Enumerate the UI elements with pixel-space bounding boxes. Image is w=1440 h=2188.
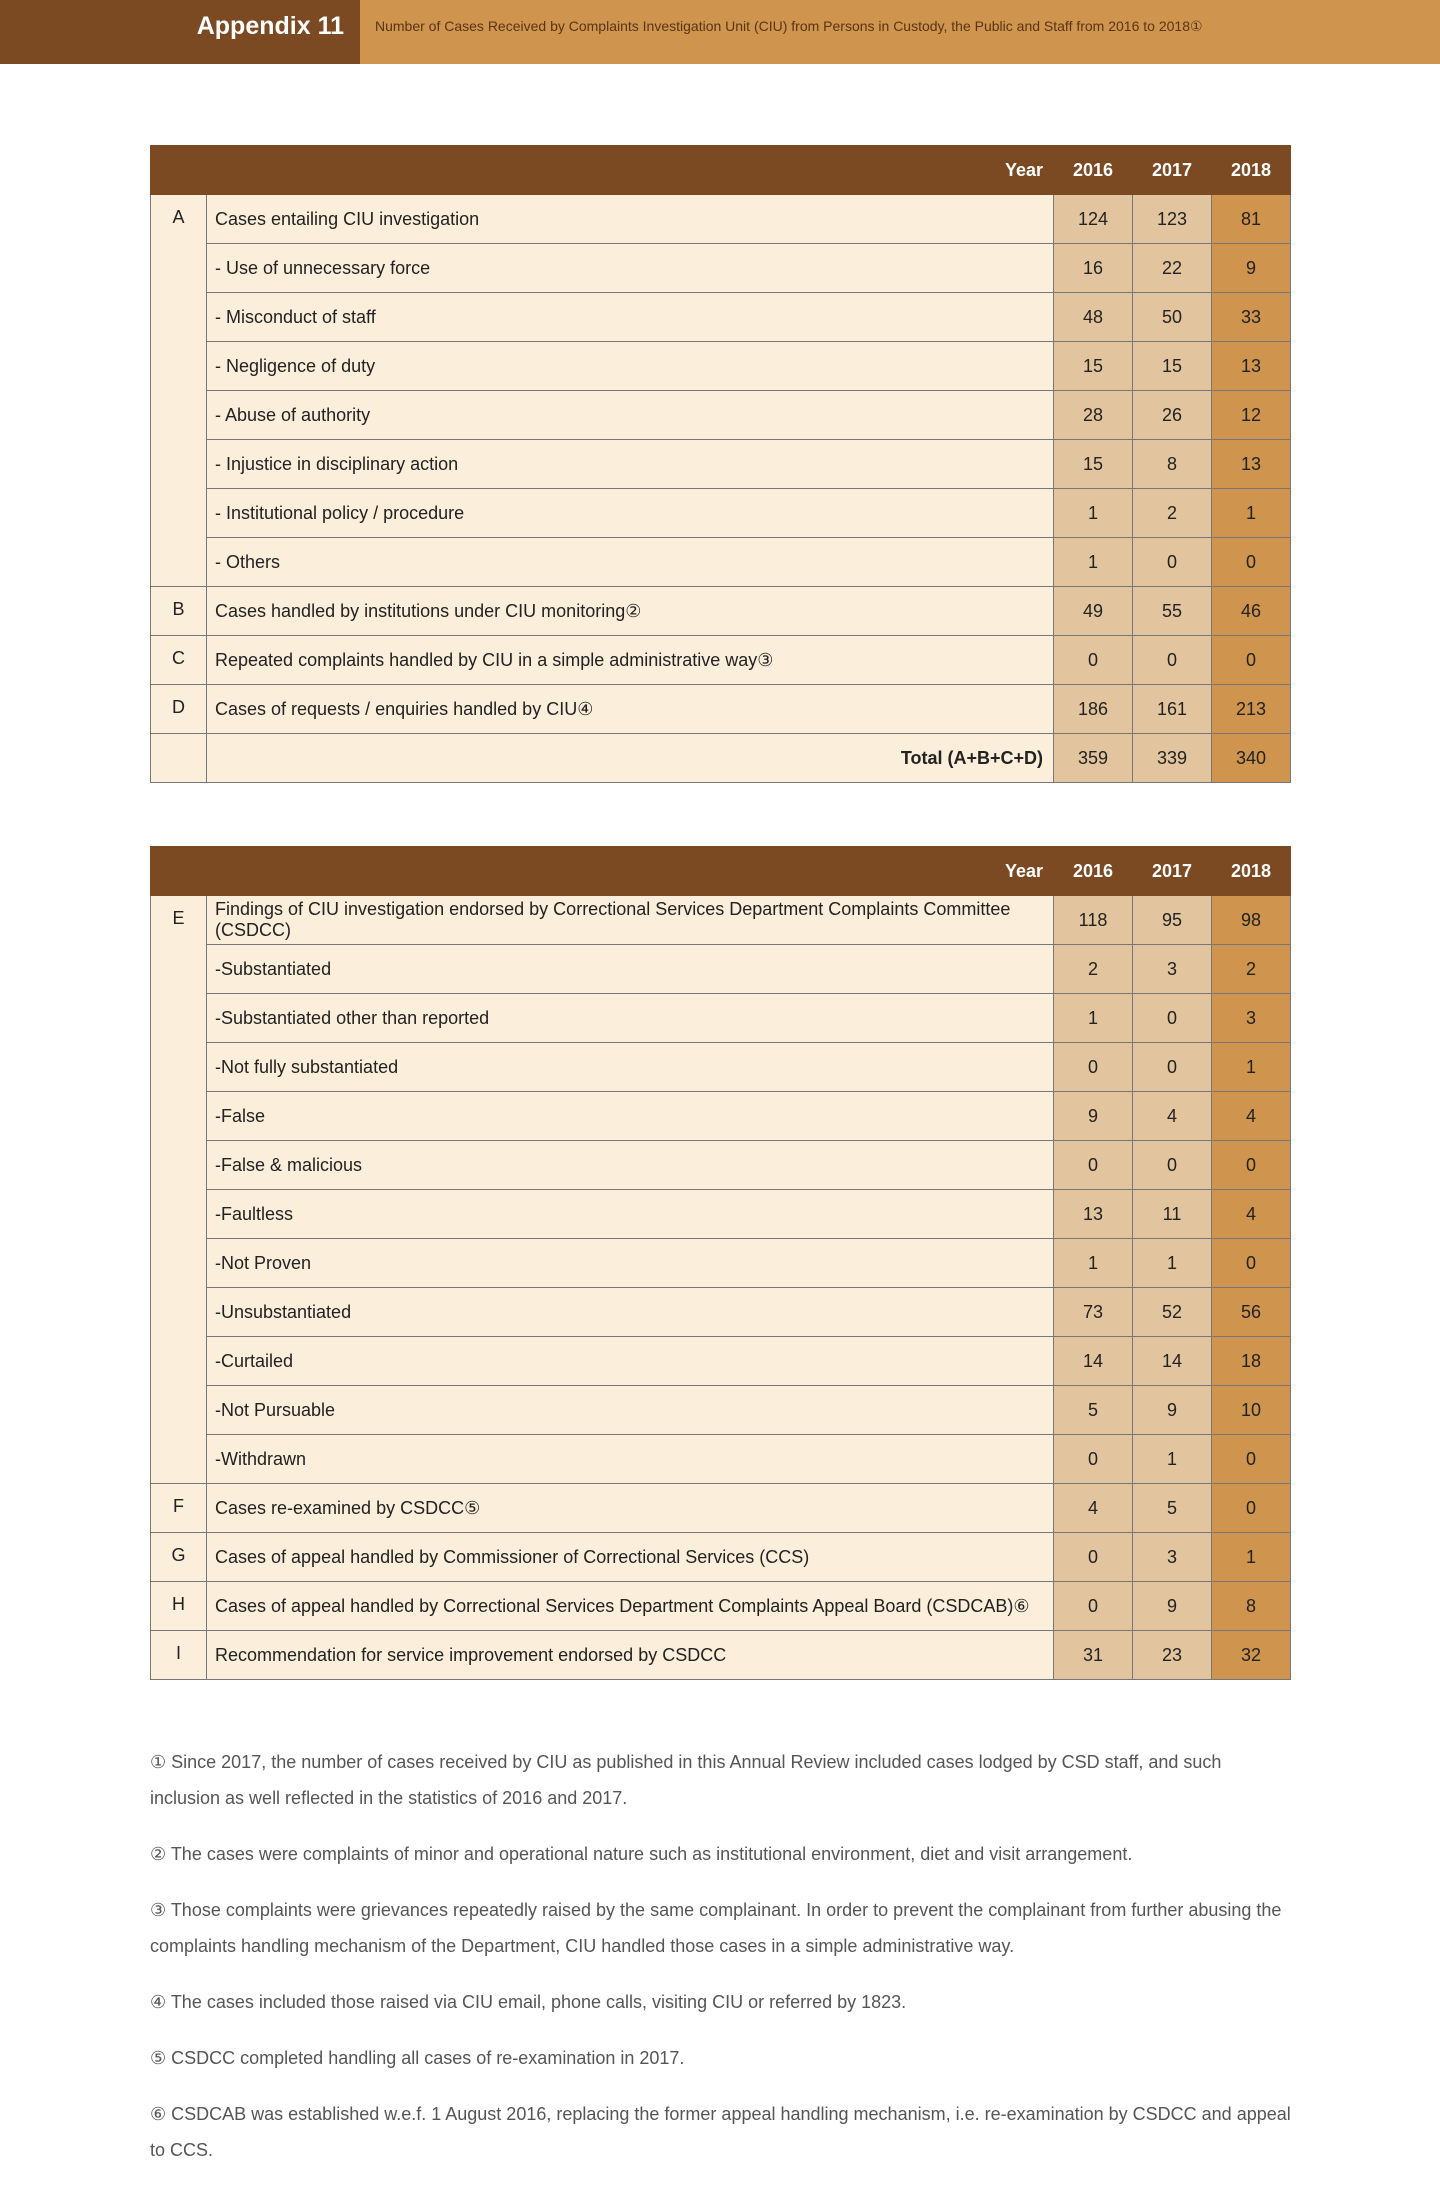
year-label: Year	[151, 146, 1054, 195]
value-2016: 0	[1054, 1533, 1133, 1582]
table-row	[151, 440, 1291, 489]
value-2017: 9	[1133, 1582, 1212, 1631]
row-description: Repeated complaints handled by CIU in a simple administrative way③	[207, 636, 1054, 685]
value-2018: 4	[1212, 1190, 1291, 1239]
row-description: - Misconduct of staff	[207, 293, 1054, 342]
cases-received-table	[150, 145, 1291, 783]
value-2016: 0	[1054, 1435, 1133, 1484]
value-2018: 2	[1212, 945, 1291, 994]
appendix-badge: Appendix 11	[0, 0, 360, 64]
value-2016: 48	[1054, 293, 1133, 342]
table-row	[151, 1092, 1291, 1141]
table-row	[151, 1190, 1291, 1239]
value-2017: 3	[1133, 945, 1212, 994]
row-description: Cases re-examined by CSDCC⑤	[207, 1484, 1054, 1533]
value-2017: 123	[1133, 195, 1212, 244]
table-header-row	[151, 146, 1291, 195]
row-description: -Curtailed	[207, 1337, 1054, 1386]
value-2018: 13	[1212, 440, 1291, 489]
value-2017: 5	[1133, 1484, 1212, 1533]
footnote-1: ① Since 2017, the number of cases received by CIU as published in this Annual Review included cases lodged by CSD staff, and such inclusion as well reflected in the statistics of 2016 and 2017.	[150, 1752, 1222, 1808]
row-description: -Not fully substantiated	[207, 1043, 1054, 1092]
value-2018: 1	[1212, 489, 1291, 538]
footnotes	[150, 1744, 1295, 2188]
row-description: -False & malicious	[207, 1141, 1054, 1190]
value-2017: 161	[1133, 685, 1212, 734]
row-description: -Substantiated	[207, 945, 1054, 994]
row-description: - Injustice in disciplinary action	[207, 440, 1054, 489]
row-code: C	[151, 636, 207, 685]
row-description: Cases of requests / enquiries handled by CIU④	[207, 685, 1054, 734]
total-label: Total (A+B+C+D)	[207, 734, 1054, 783]
value-2018: 81	[1212, 195, 1291, 244]
row-description: -Not Proven	[207, 1239, 1054, 1288]
footnote-2: ② The cases were complaints of minor and operational nature such as institutional environment, diet and visit arrangement.	[150, 1844, 1133, 1864]
value-2016: 1	[1054, 538, 1133, 587]
table-row	[151, 195, 1291, 244]
row-description: - Others	[207, 538, 1054, 587]
footnote-6: ⑥ CSDCAB was established w.e.f. 1 August 2016, replacing the former appeal handling mechanism, i.e. re-examination by CSDCC and appeal to CCS.	[150, 2104, 1291, 2160]
value-2018: 3	[1212, 994, 1291, 1043]
table-row	[151, 1337, 1291, 1386]
value-2018: 9	[1212, 244, 1291, 293]
total-row	[151, 734, 1291, 783]
table-row	[151, 994, 1291, 1043]
value-2017: 3	[1133, 1533, 1212, 1582]
value-2017: 0	[1133, 1141, 1212, 1190]
value-2016: 1	[1054, 994, 1133, 1043]
value-2017: 50	[1133, 293, 1212, 342]
value-2018: 0	[1212, 1435, 1291, 1484]
value-2016: 16	[1054, 244, 1133, 293]
value-2017: 0	[1133, 636, 1212, 685]
row-description: Cases handled by institutions under CIU monitoring②	[207, 587, 1054, 636]
value-2016: 2	[1054, 945, 1133, 994]
value-2018: 213	[1212, 685, 1291, 734]
value-2018: 98	[1212, 896, 1291, 945]
row-description: - Abuse of authority	[207, 391, 1054, 440]
table-row	[151, 1533, 1291, 1582]
row-description: Cases of appeal handled by Commissioner of Correctional Services (CCS)	[207, 1533, 1054, 1582]
value-2017: 11	[1133, 1190, 1212, 1239]
row-description: -Faultless	[207, 1190, 1054, 1239]
value-2018: 0	[1212, 1484, 1291, 1533]
value-2018: 0	[1212, 1141, 1291, 1190]
value-2017: 55	[1133, 587, 1212, 636]
value-2016: 1	[1054, 489, 1133, 538]
row-code: I	[151, 1631, 207, 1680]
table-row	[151, 1386, 1291, 1435]
row-description: - Institutional policy / procedure	[207, 489, 1054, 538]
value-2018: 33	[1212, 293, 1291, 342]
table-row	[151, 1484, 1291, 1533]
value-2017: 8	[1133, 440, 1212, 489]
row-code: B	[151, 587, 207, 636]
value-2017: 95	[1133, 896, 1212, 945]
value-2018: 12	[1212, 391, 1291, 440]
footnote-4: ④ The cases included those raised via CIU email, phone calls, visiting CIU or referred by 1823.	[150, 1992, 907, 2012]
table-header-row	[151, 847, 1291, 896]
table-row	[151, 391, 1291, 440]
value-2016: 9	[1054, 1092, 1133, 1141]
value-2016: 0	[1054, 636, 1133, 685]
value-2016: 1	[1054, 1239, 1133, 1288]
value-2016: 5	[1054, 1386, 1133, 1435]
row-description: Findings of CIU investigation endorsed by Correctional Services Department Complaints Committee (CSDCC)	[207, 896, 1054, 945]
value-2017: 14	[1133, 1337, 1212, 1386]
value-2016: 0	[1054, 1582, 1133, 1631]
footnote-5: ⑤ CSDCC completed handling all cases of re-examination in 2017.	[150, 2048, 685, 2068]
year-2017: 2017	[1133, 847, 1212, 896]
row-code: H	[151, 1582, 207, 1631]
total-2017: 339	[1133, 734, 1212, 783]
row-description: - Negligence of duty	[207, 342, 1054, 391]
year-2016: 2016	[1054, 847, 1133, 896]
footnote-3: ③ Those complaints were grievances repeatedly raised by the same complainant. In order to prevent the complainant from further abusing the complaints handling mechanism of the Department, CIU handled those cases in a simple administrative way.	[150, 1900, 1282, 1956]
table-row	[151, 1435, 1291, 1484]
table-row	[151, 293, 1291, 342]
total-2016: 359	[1054, 734, 1133, 783]
page-header	[0, 0, 1440, 64]
table-row	[151, 1239, 1291, 1288]
value-2017: 0	[1133, 994, 1212, 1043]
value-2018: 1	[1212, 1043, 1291, 1092]
table-row	[151, 1043, 1291, 1092]
value-2017: 2	[1133, 489, 1212, 538]
table-row	[151, 896, 1291, 945]
value-2018: 1	[1212, 1533, 1291, 1582]
row-description: -Not Pursuable	[207, 1386, 1054, 1435]
table-row	[151, 685, 1291, 734]
value-2016: 73	[1054, 1288, 1133, 1337]
row-code: A	[151, 195, 207, 587]
value-2016: 4	[1054, 1484, 1133, 1533]
row-description: -Substantiated other than reported	[207, 994, 1054, 1043]
total-2018: 340	[1212, 734, 1291, 783]
value-2018: 13	[1212, 342, 1291, 391]
value-2017: 9	[1133, 1386, 1212, 1435]
value-2017: 1	[1133, 1239, 1212, 1288]
value-2017: 22	[1133, 244, 1212, 293]
value-2018: 4	[1212, 1092, 1291, 1141]
table-row	[151, 244, 1291, 293]
row-description: -Withdrawn	[207, 1435, 1054, 1484]
value-2016: 49	[1054, 587, 1133, 636]
value-2018: 8	[1212, 1582, 1291, 1631]
row-description: -Unsubstantiated	[207, 1288, 1054, 1337]
row-description: Cases of appeal handled by Correctional Services Department Complaints Appeal Board (CSDCAB)⑥	[207, 1582, 1054, 1631]
table-row	[151, 1631, 1291, 1680]
value-2018: 18	[1212, 1337, 1291, 1386]
row-description: - Use of unnecessary force	[207, 244, 1054, 293]
row-code: D	[151, 685, 207, 734]
value-2017: 1	[1133, 1435, 1212, 1484]
table-row	[151, 538, 1291, 587]
value-2016: 118	[1054, 896, 1133, 945]
value-2016: 15	[1054, 342, 1133, 391]
table-row	[151, 587, 1291, 636]
year-label: Year	[151, 847, 1054, 896]
table-row	[151, 1582, 1291, 1631]
year-2018: 2018	[1212, 146, 1291, 195]
value-2016: 15	[1054, 440, 1133, 489]
year-2017: 2017	[1133, 146, 1212, 195]
row-description: -False	[207, 1092, 1054, 1141]
value-2016: 14	[1054, 1337, 1133, 1386]
value-2017: 15	[1133, 342, 1212, 391]
value-2018: 10	[1212, 1386, 1291, 1435]
year-2016: 2016	[1054, 146, 1133, 195]
value-2016: 0	[1054, 1043, 1133, 1092]
row-description: Recommendation for service improvement endorsed by CSDCC	[207, 1631, 1054, 1680]
value-2017: 23	[1133, 1631, 1212, 1680]
page-title: Number of Cases Received by Complaints Investigation Unit (CIU) from Persons in Custody, the Public and Staff from 2016 to 2018①	[375, 18, 1203, 34]
row-description: Cases entailing CIU investigation	[207, 195, 1054, 244]
value-2017: 0	[1133, 538, 1212, 587]
value-2017: 4	[1133, 1092, 1212, 1141]
findings-table	[150, 846, 1291, 1680]
row-code: G	[151, 1533, 207, 1582]
row-code-blank	[151, 734, 207, 783]
value-2016: 28	[1054, 391, 1133, 440]
value-2016: 124	[1054, 195, 1133, 244]
value-2018: 46	[1212, 587, 1291, 636]
table-row	[151, 1288, 1291, 1337]
table-row	[151, 1141, 1291, 1190]
value-2018: 0	[1212, 538, 1291, 587]
value-2018: 56	[1212, 1288, 1291, 1337]
value-2018: 0	[1212, 1239, 1291, 1288]
value-2016: 13	[1054, 1190, 1133, 1239]
value-2017: 52	[1133, 1288, 1212, 1337]
value-2018: 0	[1212, 636, 1291, 685]
value-2017: 0	[1133, 1043, 1212, 1092]
table-row	[151, 489, 1291, 538]
row-code: F	[151, 1484, 207, 1533]
value-2016: 186	[1054, 685, 1133, 734]
row-code: E	[151, 896, 207, 1484]
year-2018: 2018	[1212, 847, 1291, 896]
value-2017: 26	[1133, 391, 1212, 440]
table-row	[151, 636, 1291, 685]
value-2018: 32	[1212, 1631, 1291, 1680]
value-2016: 0	[1054, 1141, 1133, 1190]
value-2016: 31	[1054, 1631, 1133, 1680]
table-row	[151, 945, 1291, 994]
table-row	[151, 342, 1291, 391]
